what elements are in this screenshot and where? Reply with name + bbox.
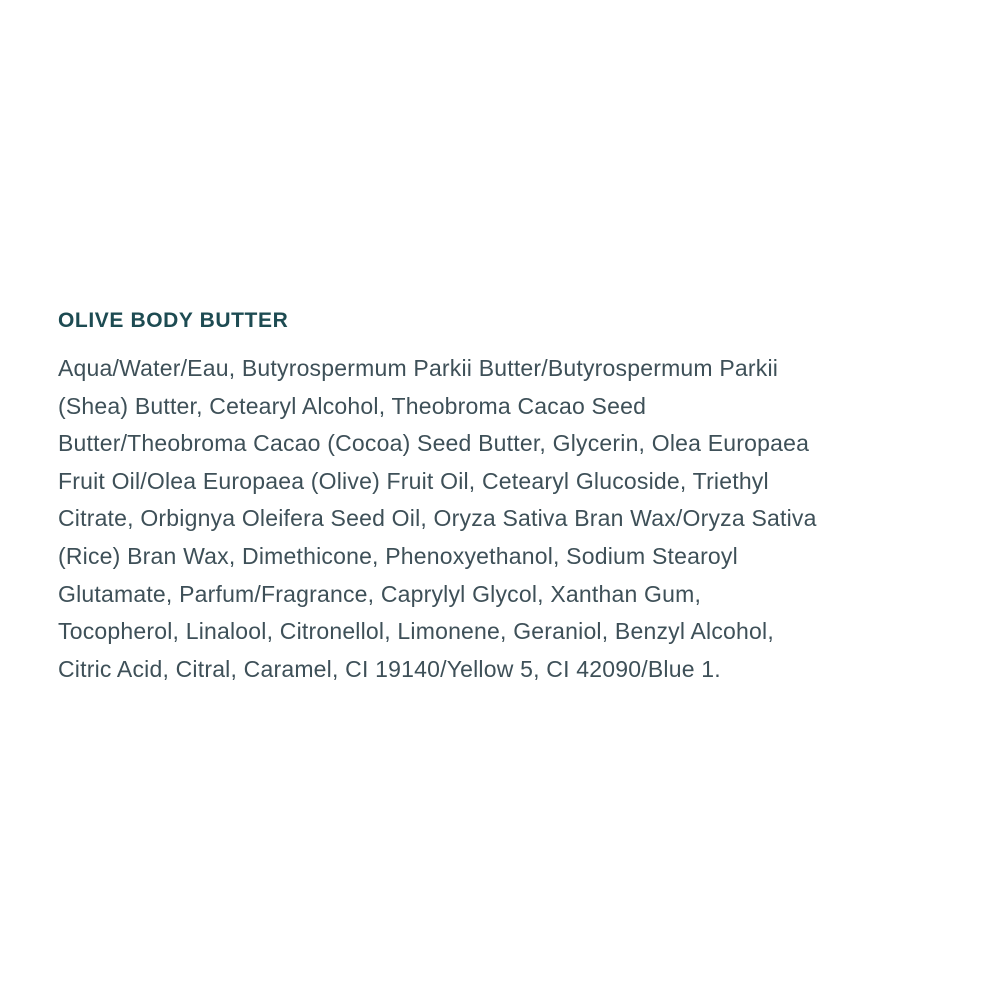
ingredients-line: Glutamate, Parfum/Fragrance, Caprylyl Glycol, Xanthan Gum, <box>58 580 702 607</box>
ingredients-line: Butter/Theobroma Cacao (Cocoa) Seed Butter, Glycerin, Olea Europaea <box>58 430 810 457</box>
ingredients-line: Citrate, Orbignya Oleifera Seed Oil, Oryza Sativa Bran Wax/Oryza Sativa <box>58 505 817 532</box>
ingredients-section <box>58 308 943 688</box>
ingredients-paragraph <box>58 350 943 688</box>
ingredients-line: Aqua/Water/Eau, Butyrospermum Parkii Butter/Butyrospermum Parkii <box>58 355 779 381</box>
ingredients-line: Fruit Oil/Olea Europaea (Olive) Fruit Oil, Cetearyl Glucoside, Triethyl <box>58 467 769 494</box>
ingredients-line: Citric Acid, Citral, Caramel, CI 19140/Yellow 5, CI 42090/Blue 1. <box>58 655 721 682</box>
ingredients-line: (Rice) Bran Wax, Dimethicone, Phenoxyethanol, Sodium Stearoyl <box>58 542 738 569</box>
product-title: OLIVE BODY BUTTER <box>58 309 289 332</box>
ingredients-line: Tocopherol, Linalool, Citronellol, Limonene, Geraniol, Benzyl Alcohol, <box>58 618 774 645</box>
ingredients-line: (Shea) Butter, Cetearyl Alcohol, Theobroma Cacao Seed <box>58 392 647 419</box>
